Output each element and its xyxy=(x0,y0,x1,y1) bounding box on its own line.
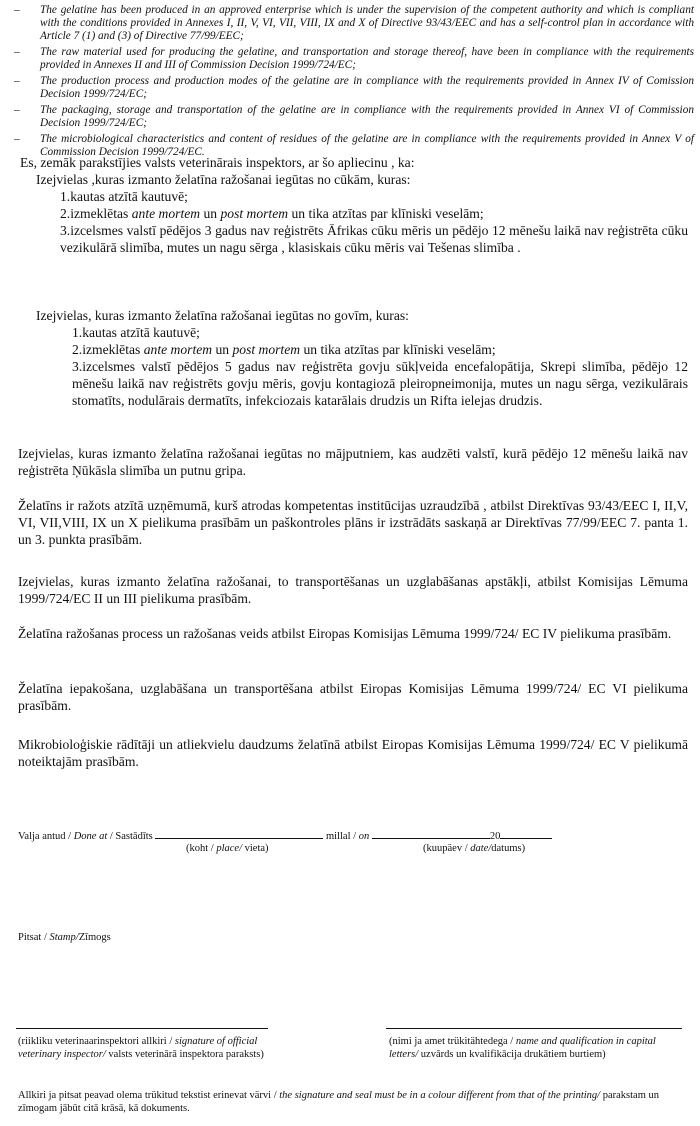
signature-line[interactable] xyxy=(16,1028,268,1029)
pig-heading: Izejvielas ,kuras izmanto želatīna ražošanai iegūtas no cūkām, kuras: xyxy=(36,172,411,187)
done-at-line: Valja antud / Done at / Sastādīts millal / on 20 xyxy=(18,827,552,843)
cattle-condition-1: 1.kautas atzītā kautuvē; xyxy=(72,325,200,340)
condition-item: – The packaging, storage and transportation of the gelatine are in compliance with the requirements provided in Annex VI of Commission Decision 1999/724/EC; xyxy=(14,104,694,129)
condition-item: – The gelatine has been produced in an approved enterprise which is under the supervision of the competent authority and which is compliant with the conditions provided in Annexes I, II, V, VI, VII, VIII, IX and X of Directive 93/43/EEC and has a self-control plan in accordance with Article 7 (1) and (3) of Directive 77/99/EEC; xyxy=(14,4,694,42)
cattle-condition-2: 2.izmeklētas ante mortem un post mortem un tika atzītas par klīniski veselām; xyxy=(72,342,496,357)
cattle-condition-3: 3.izcelsmes valstī pēdējos 5 gadus nav reģistrēta govju sūkļveida encefalopātija, Skrepi slimība, pēdējo 12 mēnešu laikā nav reģistrēts govju mēris, govju kontagiozā pleiropneimonija, mutes un nagu sērga, vezikulārais stomatīts, nodulārais dermatīts, infekciozais katarālais drudzis un Rifta ielejas drudzis. xyxy=(72,359,688,408)
production-paragraph: Želatīna ražošanas process un ražošanas veids atbilst Eiropas Komisijas Lēmuma 1999/724/ EC IV pielikuma prasībām. xyxy=(18,626,672,641)
pig-condition-3: 3.izcelsmes valstī pēdējos 3 gadus nav reģistrēts Āfrikas cūku mēris un pēdējo 12 mēnešu laikā nav reģistrēta cūku vezikulārā slimība, mutes un nagu sērga , klasiskais cūku mēris vai Tešenas slimība . xyxy=(60,223,688,255)
microbiology-paragraph: Mikrobioloģiskie rādītāji un atliekvielu daudzums želatīnā atbilst Eiropas Komisijas Lēmuma 1999/724/ EC V pielikumā noteiktajām prasībām. xyxy=(18,737,688,769)
condition-item: – The raw material used for producing the gelatine, and transportation and storage thereof, have been in compliance with the requirements provided in Annexes II and III of Commission Decision 1999/724/EC; xyxy=(14,46,694,71)
condition-item: – The microbiological characteristics and content of residues of the gelatine are in compliance with the requirements provided in Annex V of Commission Decision 1999/724/EC. xyxy=(14,133,694,158)
signature-color-note: Allkiri ja pitsat peavad olema trükitud tekstist erinevat värvi / the signature and seal must be in a colour different from that of the printing/ parakstam un zīmogam jābūt citā krāsā, kā dokuments. xyxy=(18,1090,659,1114)
raw-material-paragraph: Izejvielas, kuras izmanto želatīna ražošanai, to transportēšanas un uzglabāšanas apstākļi, atbilst Komisijas Lēmuma 1999/724/EC II un III pielikuma prasībām. xyxy=(18,574,688,606)
condition-item: – The production process and production modes of the gelatine are in compliance with the requirements provided in Annex IV of Comission Decision 1999/724/EC; xyxy=(14,75,694,100)
stamp-label: Pitsat / Stamp/Zīmogs xyxy=(18,932,111,943)
date-caption: (kuupäev / date/datums) xyxy=(423,843,526,854)
inspector-intro: Es, zemāk parakstījies valsts veterinārais inspektors, ar šo apliecinu , ka: xyxy=(20,155,415,170)
packaging-paragraph: Želatīna iepakošana, uzglabāšana un transportēšana atbilst Eiropas Komisijas Lēmuma 1999/724/ EC VI pielikuma prasībām. xyxy=(18,681,688,713)
signature-caption: (riikliku veterinaarinspektori allkiri / signature of official veterinary inspector/ valsts veterinārā inspektora paraksts) xyxy=(18,1036,264,1060)
name-caption: (nimi ja amet trükitähtedega / name and qualification in capital letters/ uzvārds un kvalifikācija drukātiem burtiem) xyxy=(389,1036,656,1060)
date-field[interactable] xyxy=(372,827,490,839)
pig-condition-2: 2.izmeklētas ante mortem un post mortem un tika atzītas par klīniski veselām; xyxy=(60,206,484,221)
year-field[interactable] xyxy=(500,827,552,839)
poultry-paragraph: Izejvielas, kuras izmanto želatīna ražošanai iegūtas no mājputniem, kas audzēti valstī, kurā pēdējo 12 mēnešu laikā nav reģistrēta Ņūkāsla slimība un putnu gripa. xyxy=(18,446,688,478)
name-line[interactable] xyxy=(386,1028,682,1029)
pig-condition-1: 1.kautas atzītā kautuvē; xyxy=(60,189,188,204)
place-field[interactable] xyxy=(155,827,323,839)
cattle-heading: Izejvielas, kuras izmanto želatīna ražošanai iegūtas no govīm, kuras: xyxy=(36,308,409,323)
place-caption: (koht / place/ vieta) xyxy=(186,843,269,854)
enterprise-paragraph: Želatīns ir ražots atzītā uzņēmumā, kurš atrodas kompetentas institūcijas uzraudzībā , atbilst Direktīvas 93/43/EEC I, II,V, VI, VII,VIII, IX un X pielikuma prasībām un paškontroles plāns ir izstrādāts saskaņā ar Direktīvas 77/99/EEC 7. panta 1. un 3. punkta prasībām. xyxy=(18,498,688,547)
english-conditions-list xyxy=(12,4,694,162)
